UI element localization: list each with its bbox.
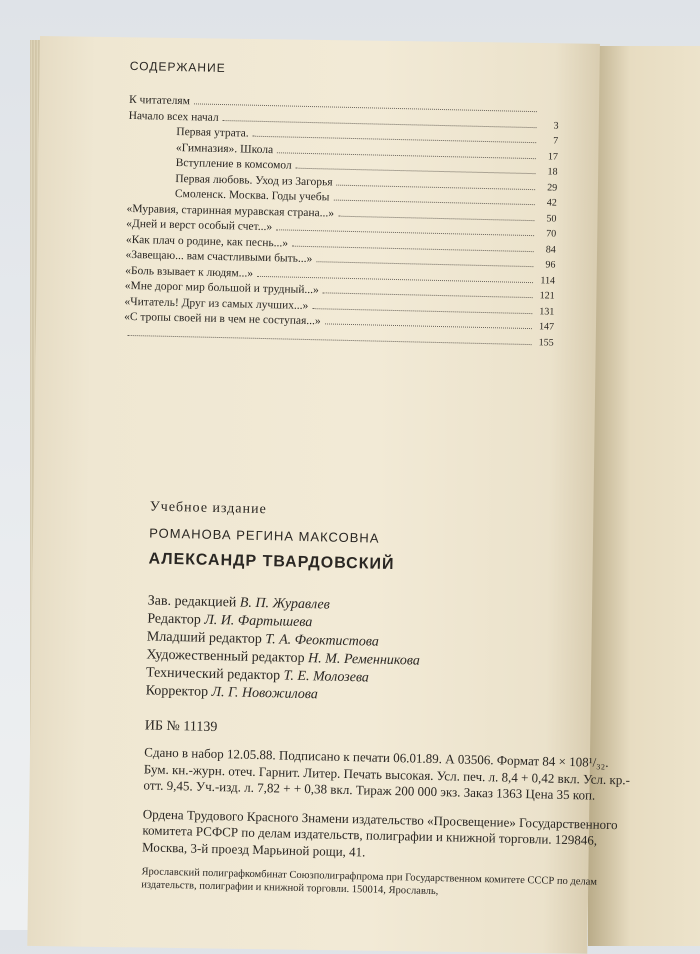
toc-entry-page: 42 bbox=[539, 195, 557, 211]
publisher-info: Ордена Трудового Красного Знамени издательство «Просвещение» Государственного комитета РСФСР по делам издательств, полиграфии и книжной торговли. 129846, Москва, 3-й проезд Марьиной рощи, 41. bbox=[142, 806, 633, 867]
toc-entry-title: «Как плач о родине, как песнь...» bbox=[126, 232, 289, 251]
toc-leader-dots bbox=[337, 184, 536, 190]
toc-entry-title: К читателям bbox=[129, 93, 190, 110]
staff-role: Корректор bbox=[145, 683, 208, 699]
toc-entry-page: 7 bbox=[540, 133, 558, 149]
staff-role: Младший редактор bbox=[147, 629, 262, 647]
toc-entry-title: Первая утрата. bbox=[128, 124, 249, 142]
toc-entry-page: 17 bbox=[540, 149, 558, 165]
toc-entry-title: «С тропы своей ни в чем не соступая...» bbox=[124, 310, 321, 330]
book-title: АЛЕКСАНДР ТВАРДОВСКИЙ bbox=[148, 550, 638, 579]
toc-entry-page: 121 bbox=[537, 288, 555, 304]
editorial-staff bbox=[145, 592, 637, 711]
staff-name: Л. И. Фартышева bbox=[204, 613, 312, 630]
staff-role: Художественный редактор bbox=[146, 647, 305, 666]
toc-entry-title: Смоленск. Москва. Годы учебы bbox=[127, 186, 330, 206]
edition-kind: Учебное издание bbox=[150, 499, 640, 526]
toc-entry-page: 29 bbox=[539, 180, 557, 196]
toc-leader-dots bbox=[296, 168, 536, 174]
toc-entry-title: Вступление в комсомол bbox=[127, 155, 291, 174]
toc-entry-page: 147 bbox=[536, 319, 554, 335]
toc-leader-dots bbox=[276, 229, 534, 236]
toc-title: СОДЕРЖАНИЕ bbox=[130, 59, 590, 83]
staff-name: Н. М. Ременникова bbox=[308, 651, 420, 669]
staff-name: В. П. Журавлев bbox=[240, 596, 330, 613]
toc-leader-dots bbox=[253, 136, 537, 143]
table-of-contents bbox=[124, 93, 560, 351]
toc-leader-dots bbox=[277, 152, 536, 159]
ib-number: ИБ № 11139 bbox=[145, 718, 635, 745]
toc-leader-dots bbox=[292, 245, 534, 251]
toc-entry-title: «Завещаю... вам счастливыми быть...» bbox=[125, 248, 312, 268]
staff-name: Т. А. Феоктистова bbox=[265, 632, 379, 650]
staff-name: Т. Е. Молозева bbox=[283, 669, 369, 686]
toc-entry-page: 131 bbox=[536, 304, 554, 320]
toc-entry-page: 18 bbox=[539, 164, 557, 180]
toc-entry-title: Начало всех начал bbox=[129, 108, 219, 126]
staff-role: Технический редактор bbox=[146, 665, 280, 683]
staff-role: Зав. редакцией bbox=[148, 593, 237, 610]
toc-leader-dots bbox=[333, 200, 534, 206]
toc-entry-title: Первая любовь. Уход из Загорья bbox=[127, 170, 333, 190]
page-content bbox=[84, 58, 590, 351]
staff-role: Редактор bbox=[147, 611, 201, 627]
imprint-block bbox=[141, 499, 640, 902]
toc-entry-title: «Гимназия». Школа bbox=[128, 139, 274, 158]
toc-entry-page: 96 bbox=[537, 257, 555, 273]
toc-entry-page: 3 bbox=[540, 118, 558, 134]
toc-entry-page: 155 bbox=[535, 335, 553, 351]
print-specs: Сдано в набор 12.05.88. Подписано к печати 06.01.89. А 03506. Формат 84 × 108¹/₃₂. Бум. кн.-журн. отеч. Гарнит. Литер. Печать высокая. Усл. печ. л. 8,4 + 0,42 вкл. Усл. кр.-отт. 9,45. Уч.-изд. л. 7,82 + + 0,38 вкл. Тираж 200 000 экз. Заказ 1363 Цена 35 коп. bbox=[143, 744, 634, 805]
printer-info: Ярославский полиграфкомбинат Союзполиграфпрома при Государственном комитете СССР по делам издательств, полиграфии и книжной торговли. 150014, Ярославль, bbox=[141, 865, 631, 902]
toc-entry-title: «Мне дорог мир большой и трудный...» bbox=[125, 279, 319, 299]
toc-entry-title: «Читатель! Друг из самых лучших...» bbox=[124, 294, 308, 314]
toc-leader-dots bbox=[338, 215, 534, 220]
toc-leader-dots bbox=[312, 308, 532, 314]
toc-leader-dots bbox=[316, 261, 533, 267]
staff-name: Л. Г. Новожилова bbox=[211, 685, 318, 702]
toc-leader-dots bbox=[325, 323, 532, 329]
toc-entry-title: «Боль взывает к людям...» bbox=[125, 263, 253, 281]
author-name: РОМАНОВА РЕГИНА МАКСОВНА bbox=[149, 525, 639, 551]
toc-entry-page: 114 bbox=[537, 273, 555, 289]
toc-entry-page: 84 bbox=[538, 242, 556, 258]
toc-leader-dots bbox=[323, 292, 533, 298]
toc-entry-page: 70 bbox=[538, 226, 556, 242]
toc-entry-page: 50 bbox=[538, 211, 556, 227]
toc-leader-dots bbox=[257, 275, 533, 282]
toc-entry-title: «Дней и верст особый счет...» bbox=[126, 217, 272, 236]
toc-entry-title: «Муравия, старинная муравская страна...» bbox=[126, 201, 334, 221]
